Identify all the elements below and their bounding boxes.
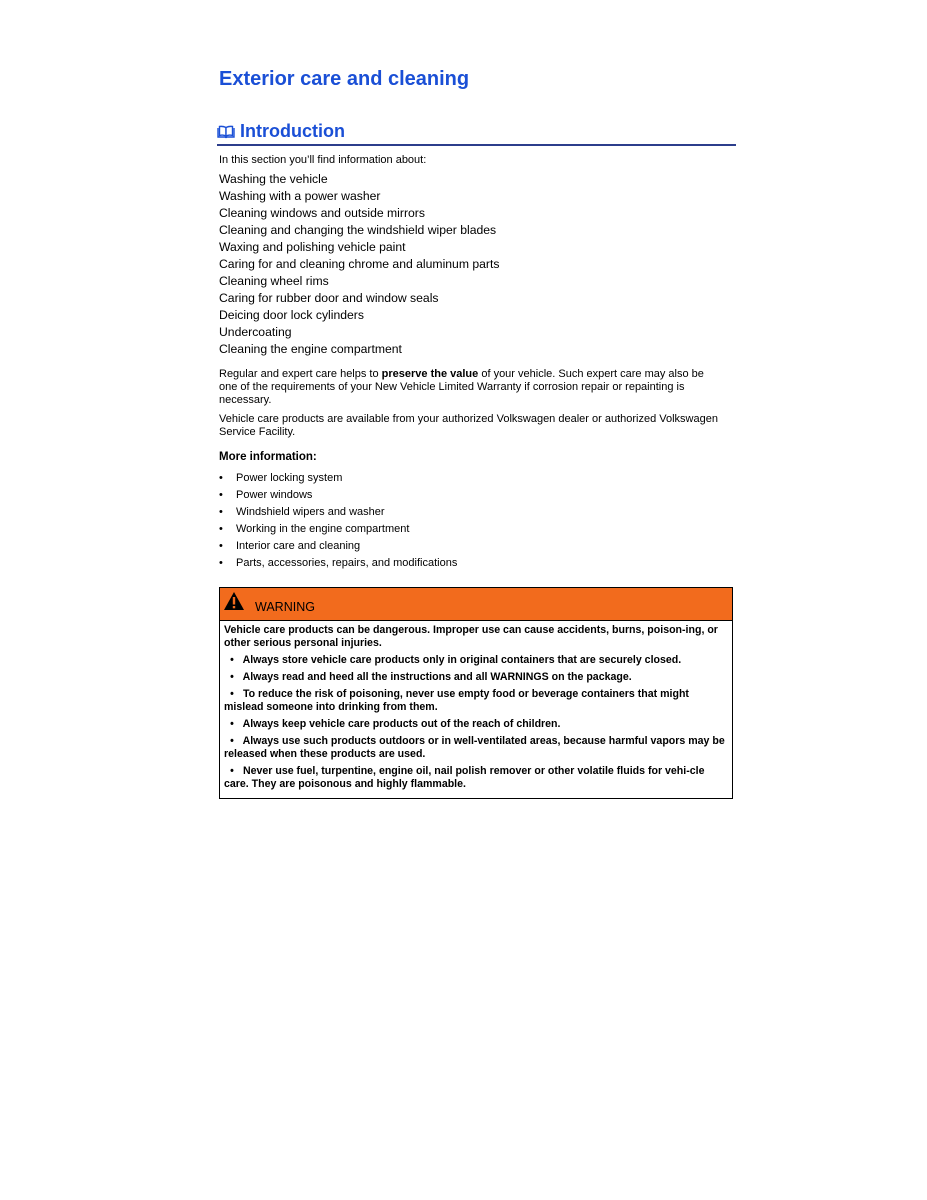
bullet: • <box>230 765 234 777</box>
list-item <box>219 487 457 504</box>
list-item: Cleaning the engine compartment <box>219 342 402 356</box>
list-item: Undercoating <box>219 325 292 339</box>
warning-item <box>224 654 728 667</box>
paragraph-text: Regular and expert care helps to <box>219 368 382 380</box>
warning-header <box>220 588 732 621</box>
more-info-heading: More information: <box>219 451 317 463</box>
bullet: • <box>230 718 234 730</box>
warning-item <box>224 718 728 731</box>
warning-item <box>224 735 728 761</box>
care-paragraph <box>219 368 724 407</box>
topic-list <box>219 171 499 358</box>
bullet: • <box>219 557 223 569</box>
warning-item-text: Always keep vehicle care products out of the reach of children. <box>242 718 561 730</box>
warning-item <box>224 688 728 714</box>
list-item: Waxing and polishing vehicle paint <box>219 240 406 254</box>
list-item-text: Interior care and cleaning <box>236 540 361 552</box>
list-item: Cleaning and changing the windshield wiper blades <box>219 223 497 237</box>
list-item <box>219 555 457 572</box>
intro-text: In this section you’ll find information about: <box>219 154 427 166</box>
list-item: Cleaning windows and outside mirrors <box>219 206 425 220</box>
warning-item-text: Always store vehicle care products only in original containers that are securely closed. <box>242 654 682 666</box>
list-item-text: Power locking system <box>236 472 343 484</box>
warning-item <box>224 671 728 684</box>
list-item: Cleaning wheel rims <box>219 274 329 288</box>
list-item-text: Windshield wipers and washer <box>236 506 385 518</box>
warning-item <box>224 765 728 791</box>
bullet: • <box>230 688 234 700</box>
list-item: Caring for and cleaning chrome and aluminum parts <box>219 257 500 271</box>
warning-box <box>219 587 733 799</box>
warning-label: WARNING <box>255 600 315 614</box>
bullet: • <box>219 523 223 535</box>
list-item: Washing the vehicle <box>219 172 328 186</box>
list-item-text: Power windows <box>236 489 313 501</box>
list-item-text: Working in the engine compartment <box>236 523 410 535</box>
list-item <box>219 470 457 487</box>
warning-triangle-icon <box>223 591 245 611</box>
book-icon <box>217 125 235 139</box>
products-paragraph: Vehicle care products are available from your authorized Volkswagen dealer or authorized Volkswagen Service Facility. <box>219 413 718 438</box>
bullet: • <box>219 506 223 518</box>
list-item <box>219 538 457 555</box>
bullet: • <box>230 671 234 683</box>
bullet: • <box>219 540 223 552</box>
list-item: Deicing door lock cylinders <box>219 308 364 322</box>
list-item <box>219 521 457 538</box>
warning-body <box>220 621 732 798</box>
bullet: • <box>230 735 234 747</box>
warning-item-text: Always use such products outdoors or in well-ventilated areas, because harmful vapors may be released when these products are used. <box>224 735 725 760</box>
warning-item-text: Never use fuel, turpentine, engine oil, nail polish remover or other volatile fluids for vehi-cle care. They are poisonous and highly flammable. <box>224 765 705 790</box>
list-item-text: Parts, accessories, repairs, and modifications <box>236 557 458 569</box>
warning-intro: Vehicle care products can be dangerous. Improper use can cause accidents, burns, poison-ing, or other serious personal injuries. <box>224 624 718 649</box>
warning-item-text: To reduce the risk of poisoning, never use empty food or beverage containers that might mislead someone into drinking from them. <box>224 688 689 713</box>
chapter-title: Exterior care and cleaning <box>219 68 470 90</box>
more-info-list <box>219 470 457 572</box>
paragraph-text: of your vehicle. Such expert care may also be one of the requirements of your New Vehicle Limited Warranty if corrosion repair or repainting is necessary. <box>219 368 704 406</box>
warning-item-text: Always read and heed all the instructions and all WARNINGS on the package. <box>242 671 632 683</box>
paragraph-emphasis: preserve the value <box>381 368 479 380</box>
bullet: • <box>230 654 234 666</box>
bullet: • <box>219 489 223 501</box>
list-item: Washing with a power washer <box>219 189 381 203</box>
section-title: Introduction <box>240 121 345 141</box>
list-item <box>219 504 457 521</box>
list-item: Caring for rubber door and window seals <box>219 291 439 305</box>
bullet: • <box>219 472 223 484</box>
section-header <box>217 120 736 146</box>
